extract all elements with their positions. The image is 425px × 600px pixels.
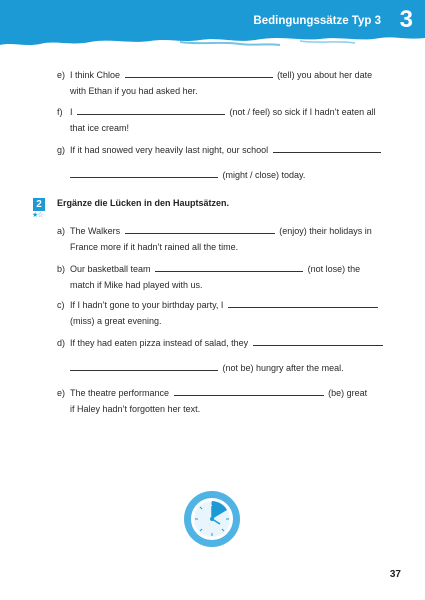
answer-blank[interactable]: [70, 168, 218, 178]
item-text-continued: match if Mike had played with us.: [70, 280, 203, 290]
answer-blank[interactable]: [70, 361, 218, 371]
item-text-start: If it had snowed very heavily last night, our school: [70, 145, 269, 155]
header-banner: [0, 0, 425, 55]
item-text-start: I think Chloe: [70, 70, 121, 80]
item-label: e): [57, 70, 66, 80]
item-label: d): [57, 338, 66, 348]
answer-blank[interactable]: [253, 336, 383, 346]
answer-blank[interactable]: [155, 262, 303, 272]
page-number: 37: [389, 569, 401, 580]
item-text-end: (tell) you about her date: [277, 70, 373, 80]
task-instruction: Ergänze die Lücken in den Hauptsätzen.: [57, 198, 230, 208]
item-text-end: (not / feel) so sick if I hadn’t eaten all: [229, 107, 376, 117]
stopwatch-icon: [183, 490, 241, 548]
item-text-end: (not be) hungry after the meal.: [222, 363, 344, 373]
item-text-continued: (miss) a great evening.: [70, 316, 162, 326]
item-text-start: The Walkers: [70, 226, 121, 236]
item-text-start: If they had eaten pizza instead of salad, they: [70, 338, 249, 348]
item-text-end: (not lose) the: [307, 264, 361, 274]
section-title: Bedingungssätze Typ 3: [253, 15, 381, 27]
exercise-item-d: [57, 336, 387, 381]
exercise-item-a: [57, 224, 387, 254]
exercise-item-b: [57, 262, 387, 292]
item-text-start: I: [70, 107, 73, 117]
answer-blank[interactable]: [174, 386, 324, 396]
answer-blank[interactable]: [125, 224, 275, 234]
item-label: f): [57, 107, 63, 117]
page-header: [0, 0, 425, 55]
difficulty-stars-icon: ★☆: [32, 212, 43, 219]
exercise-item-g: [57, 143, 387, 188]
item-text-start: Our basketball team: [70, 264, 151, 274]
chapter-number: 3: [399, 6, 413, 33]
item-text-start: The theatre performance: [70, 388, 170, 398]
exercise-item-e2: [57, 386, 387, 416]
answer-blank[interactable]: [273, 143, 381, 153]
answer-blank[interactable]: [77, 105, 225, 115]
item-label: b): [57, 264, 66, 274]
item-text-continued: with Ethan if you had asked her.: [70, 86, 198, 96]
item-label: e): [57, 388, 66, 398]
item-label: c): [57, 300, 65, 310]
item-text-continued: if Haley hadn’t forgotten her text.: [70, 404, 201, 414]
task-number-badge: 2: [33, 198, 45, 211]
item-text-continued: France more if it hadn’t rained all the time.: [70, 242, 239, 252]
answer-blank[interactable]: [228, 298, 378, 308]
exercise-item-f: [57, 105, 387, 135]
item-text-end: (might / close) today.: [222, 170, 306, 180]
item-text-continued: that ice cream!: [70, 123, 130, 133]
item-text-end: (be) great: [328, 388, 368, 398]
exercise-item-e: [57, 68, 387, 98]
exercise-item-c: [57, 298, 387, 328]
item-label: a): [57, 226, 66, 236]
item-text-start: If I hadn’t gone to your birthday party, I: [70, 300, 224, 310]
item-text-end: (enjoy) their holidays in: [279, 226, 372, 236]
item-label: g): [57, 145, 66, 155]
answer-blank[interactable]: [125, 68, 273, 78]
